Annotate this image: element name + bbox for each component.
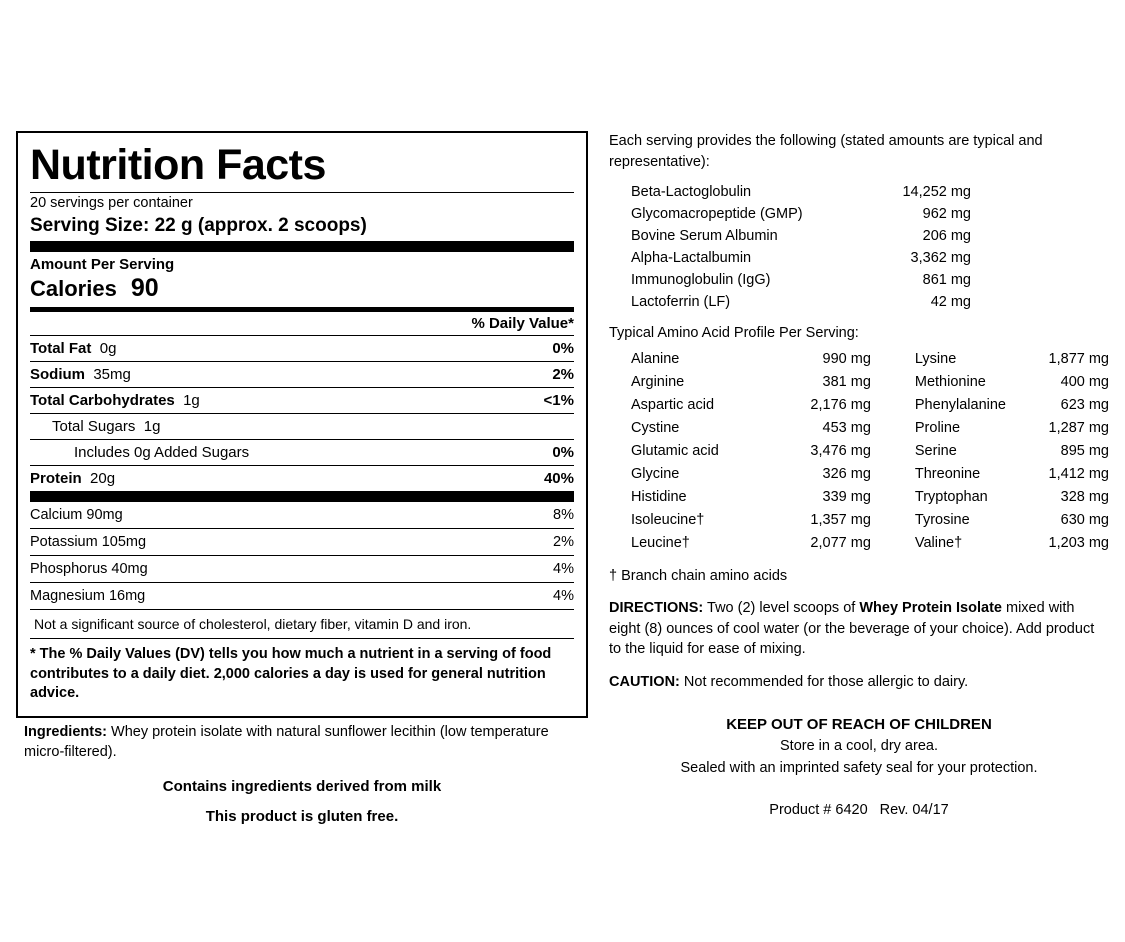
nutrient-label: Protein 20g bbox=[30, 470, 116, 488]
protein-fractions-table bbox=[631, 181, 971, 313]
contains-milk-note: Contains ingredients derived from milk bbox=[162, 778, 442, 795]
directions-block bbox=[609, 598, 1109, 660]
nutrient-label: Sodium 35mg bbox=[30, 366, 131, 384]
amino-name: Histidine bbox=[631, 488, 687, 505]
right-column bbox=[609, 131, 1109, 818]
mineral-label: Magnesium 16mg bbox=[30, 588, 146, 605]
nutrient-dv: 40% bbox=[543, 470, 574, 488]
table-row bbox=[631, 370, 871, 393]
caution-text: Not recommended for those allergic to dairy. bbox=[679, 673, 969, 690]
revision-number: Rev. 04/17 bbox=[879, 801, 949, 818]
mineral-dv: 2% bbox=[553, 534, 574, 551]
protein-amount: 14,252 mg bbox=[902, 184, 971, 201]
table-row bbox=[631, 347, 871, 370]
amino-amount: 1,357 mg bbox=[810, 511, 871, 528]
amino-name: Valine† bbox=[914, 534, 963, 551]
amino-amount: 400 mg bbox=[1060, 373, 1109, 390]
amino-amount: 1,877 mg bbox=[1048, 350, 1109, 367]
table-row bbox=[631, 291, 971, 313]
keep-out-of-reach-block bbox=[609, 714, 1109, 780]
table-row bbox=[915, 416, 1109, 439]
amino-amount: 2,176 mg bbox=[810, 396, 871, 413]
protein-amount: 3,362 mg bbox=[910, 250, 971, 267]
amino-name: Glycine bbox=[631, 465, 680, 482]
table-row bbox=[915, 508, 1109, 531]
nutrient-dv: <1% bbox=[543, 392, 574, 410]
directions-label: DIRECTIONS: bbox=[609, 600, 704, 617]
protein-name: Beta-Lactoglobulin bbox=[631, 184, 752, 201]
protein-amount: 42 mg bbox=[930, 294, 971, 311]
serving-intro-text: Each serving provides the following (stated amounts are typical and representative): bbox=[609, 133, 1043, 171]
amino-name: Threonine bbox=[914, 465, 981, 482]
amino-name: Serine bbox=[914, 442, 957, 459]
directions-text-part2: mixed with eight (8) ounces of cool water (or the beverage of your choice). Add product to the liquid for ease of mixing. bbox=[609, 600, 1095, 658]
keep-out-header: KEEP OUT OF REACH OF CHILDREN bbox=[726, 715, 992, 733]
table-row bbox=[631, 203, 971, 225]
amino-amount: 381 mg bbox=[822, 373, 871, 390]
nutrient-row-added-sugars bbox=[30, 440, 574, 465]
mineral-label: Potassium 105mg bbox=[30, 534, 147, 551]
nutrient-row-protein bbox=[30, 466, 574, 491]
table-row bbox=[631, 416, 871, 439]
serving-size: Serving Size: 22 g (approx. 2 scoops) bbox=[30, 215, 367, 237]
amino-name: Lysine bbox=[914, 350, 957, 367]
table-row bbox=[631, 225, 971, 247]
directions-product-name: Whey Protein Isolate bbox=[859, 600, 1002, 617]
amino-name: Tryptophan bbox=[914, 488, 988, 505]
protein-name: Bovine Serum Albumin bbox=[631, 228, 778, 245]
amino-name: Proline bbox=[914, 419, 961, 436]
amino-acid-tables bbox=[609, 347, 1109, 554]
table-row bbox=[915, 393, 1109, 416]
mineral-label: Calcium 90mg bbox=[30, 507, 123, 524]
caution-label: CAUTION: bbox=[609, 673, 680, 690]
mineral-dv: 4% bbox=[553, 561, 574, 578]
protein-amount: 962 mg bbox=[922, 206, 971, 223]
nutrient-label: Includes 0g Added Sugars bbox=[74, 444, 250, 462]
amino-name: Isoleucine† bbox=[631, 511, 705, 528]
ingredients-block bbox=[24, 722, 564, 762]
bcaa-footnote: † Branch chain amino acids bbox=[609, 568, 788, 585]
amino-name: Leucine† bbox=[631, 534, 690, 551]
amino-amount: 623 mg bbox=[1060, 396, 1109, 413]
nutrient-dv: 0% bbox=[552, 444, 574, 462]
protein-name: Immunoglobulin (IgG) bbox=[631, 272, 771, 289]
mineral-dv: 4% bbox=[553, 588, 574, 605]
protein-name: Alpha-Lactalbumin bbox=[631, 250, 752, 267]
storage-line: Store in a cool, dry area. bbox=[780, 738, 938, 755]
nutrient-label: Total Sugars 1g bbox=[52, 418, 161, 436]
protein-amount: 206 mg bbox=[922, 228, 971, 245]
amino-amount: 1,287 mg bbox=[1048, 419, 1109, 436]
amino-amount: 453 mg bbox=[822, 419, 871, 436]
nutrient-row-total-carbohydrates bbox=[30, 388, 574, 413]
table-row bbox=[915, 370, 1109, 393]
table-row bbox=[915, 439, 1109, 462]
amino-name: Alanine bbox=[631, 350, 680, 367]
amino-amount: 2,077 mg bbox=[810, 534, 871, 551]
daily-value-header: % Daily Value* bbox=[471, 315, 574, 333]
amino-acid-profile-header: Typical Amino Acid Profile Per Serving: bbox=[609, 325, 859, 342]
amino-amount: 630 mg bbox=[1060, 511, 1109, 528]
mineral-row-calcium bbox=[30, 502, 574, 528]
amino-name: Aspartic acid bbox=[631, 396, 715, 413]
daily-value-footnote: * The % Daily Values (DV) tells you how much a nutrient in a serving of food contributes to a daily diet. 2,000 calories a day is used for general nutrition advice. bbox=[30, 646, 552, 702]
nutrient-label: Total Carbohydrates 1g bbox=[30, 392, 200, 410]
product-number-line bbox=[609, 802, 1109, 818]
nutrient-dv: 0% bbox=[552, 340, 574, 358]
directions-text-part1: Two (2) level scoops of bbox=[703, 600, 860, 617]
table-row bbox=[631, 531, 871, 554]
table-row bbox=[915, 347, 1109, 370]
mineral-dv: 8% bbox=[553, 507, 574, 524]
ingredients-text: Whey protein isolate with natural sunflower lecithin (low temperature micro-filtered). bbox=[24, 724, 549, 760]
amino-amount: 1,203 mg bbox=[1048, 534, 1109, 551]
amino-name: Methionine bbox=[914, 373, 986, 390]
protein-amount: 861 mg bbox=[922, 272, 971, 289]
amino-amount: 326 mg bbox=[822, 465, 871, 482]
table-row bbox=[915, 462, 1109, 485]
servings-per-container: 20 servings per container bbox=[30, 195, 193, 212]
mineral-row-potassium bbox=[30, 529, 574, 555]
table-row bbox=[915, 485, 1109, 508]
table-row bbox=[915, 531, 1109, 554]
calories-value: 90 bbox=[130, 274, 159, 303]
amino-amount: 990 mg bbox=[822, 350, 871, 367]
calories-row bbox=[30, 274, 574, 307]
amount-per-serving-label: Amount Per Serving bbox=[30, 256, 175, 274]
amino-name: Glutamic acid bbox=[631, 442, 719, 459]
nutrient-row-total-sugars bbox=[30, 414, 574, 439]
amino-amount: 895 mg bbox=[1060, 442, 1109, 459]
nutrient-dv: 2% bbox=[552, 366, 574, 384]
mineral-row-phosphorus bbox=[30, 556, 574, 582]
amino-name: Phenylalanine bbox=[914, 396, 1006, 413]
nutrient-row-sodium bbox=[30, 362, 574, 387]
amino-amount: 339 mg bbox=[822, 488, 871, 505]
nutrient-label: Total Fat 0g bbox=[30, 340, 117, 358]
amino-name: Cystine bbox=[631, 419, 680, 436]
safety-seal-line: Sealed with an imprinted safety seal for your protection. bbox=[680, 760, 1038, 777]
table-row bbox=[631, 439, 871, 462]
nutrient-row-total-fat bbox=[30, 336, 574, 361]
table-row bbox=[631, 393, 871, 416]
table-row bbox=[631, 181, 971, 203]
product-number: Product # 6420 bbox=[769, 801, 868, 818]
amino-amount: 328 mg bbox=[1060, 488, 1109, 505]
not-significant-source-note: Not a significant source of cholesterol, dietary fiber, vitamin D and iron. bbox=[34, 616, 472, 633]
amino-acid-table-right bbox=[915, 347, 1109, 554]
amino-amount: 1,412 mg bbox=[1048, 465, 1109, 482]
amino-name: Tyrosine bbox=[914, 511, 970, 528]
mineral-row-magnesium bbox=[30, 583, 574, 609]
calories-label: Calories bbox=[30, 276, 117, 302]
caution-block bbox=[609, 674, 1109, 690]
protein-name: Lactoferrin (LF) bbox=[631, 294, 731, 311]
nutrition-facts-title: Nutrition Facts bbox=[30, 141, 326, 189]
gluten-free-note: This product is gluten free. bbox=[205, 808, 399, 825]
table-row bbox=[631, 485, 871, 508]
table-row bbox=[631, 508, 871, 531]
protein-name: Glycomacropeptide (GMP) bbox=[631, 206, 803, 223]
ingredients-label: Ingredients: bbox=[24, 724, 107, 740]
amino-amount: 3,476 mg bbox=[810, 442, 871, 459]
amino-name: Arginine bbox=[631, 373, 685, 390]
table-row bbox=[631, 247, 971, 269]
table-row bbox=[631, 462, 871, 485]
table-row bbox=[631, 269, 971, 291]
mineral-label: Phosphorus 40mg bbox=[30, 561, 148, 578]
nutrition-facts-panel bbox=[16, 131, 588, 718]
amino-acid-table-left bbox=[631, 347, 871, 554]
